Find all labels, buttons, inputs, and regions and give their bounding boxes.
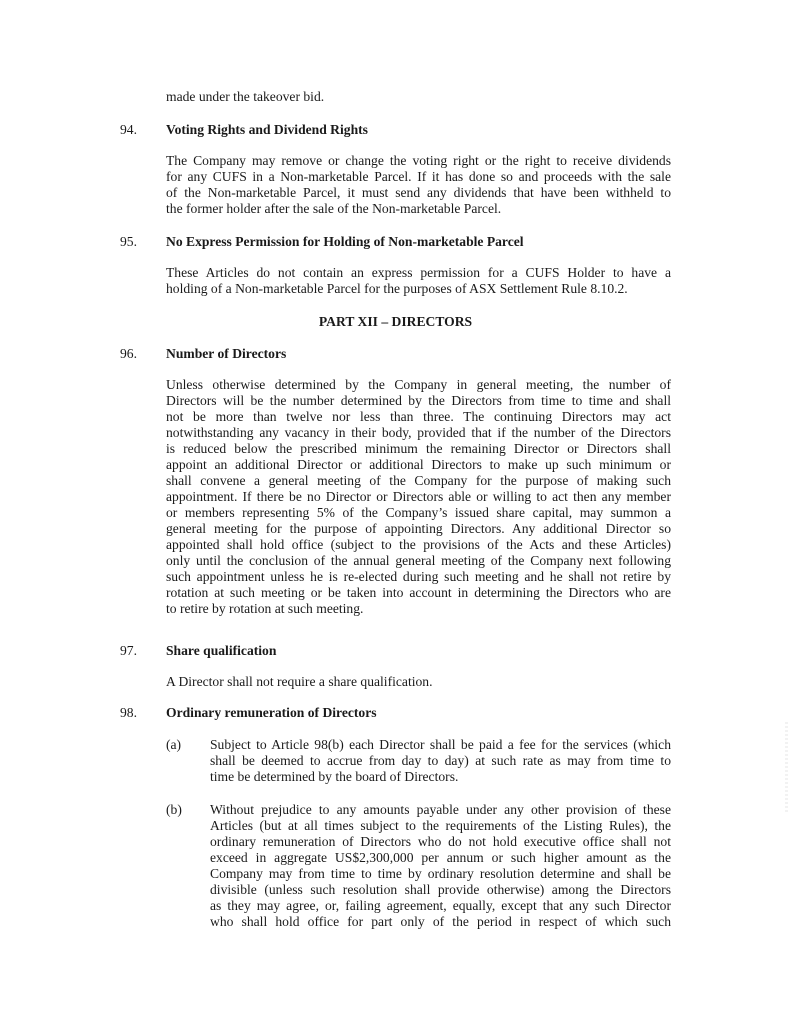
text-line: not be more than twelve nor less than three. The continuing Directors may act (166, 409, 671, 424)
text-line: appointment. If there be no Director or Directors able or willing to act then any member (166, 489, 671, 504)
article-heading: Voting Rights and Dividend Rights (166, 122, 368, 137)
subclause-body (210, 802, 671, 930)
article-body (166, 265, 671, 297)
text-line: shall convene a general meeting of the Company for the purpose of making such (166, 473, 671, 488)
text-line: shall be deemed to accrue from day to day) at such rate as may from time to (210, 753, 671, 768)
text-line: appoint an additional Director or additional Directors to make up such minimum or (166, 457, 671, 472)
text-line: Articles (but at all times subject to the requirements of the Listing Rules), the (210, 818, 671, 833)
article-number: 94. (120, 122, 137, 137)
text-line: Subject to Article 98(b) each Director shall be paid a fee for the services (which (210, 737, 671, 752)
article-heading: Share qualification (166, 643, 277, 658)
text-line: to retire by rotation at such meeting. (166, 601, 364, 616)
text-line: who shall hold office for part only of the period in respect of which such (210, 914, 671, 929)
article-body (166, 377, 671, 617)
subclause-label: (a) (166, 737, 182, 752)
article-number: 96. (120, 346, 137, 361)
text-line: Directors will be the number determined by the Directors from time to time and shall (166, 393, 671, 408)
text-line: is reduced below the prescribed minimum the remaining Director or Directors shall (166, 441, 671, 456)
article-number: 95. (120, 234, 137, 249)
text-line: divisible (unless such resolution shall provide otherwise) among the Directors (210, 882, 671, 897)
text-line: holding of a Non-marketable Parcel for the purposes of ASX Settlement Rule 8.10.2. (166, 281, 628, 296)
text-line: such appointment unless he is re-elected during such meeting and he shall not retire by (166, 569, 671, 584)
text-line: for any CUFS in a Non-marketable Parcel. If it has done so and proceeds with the sale (166, 169, 671, 184)
text-line: of the Non-marketable Parcel, it must send any dividends that have been withheld to (166, 185, 671, 200)
article-body (166, 674, 671, 690)
text-line: Unless otherwise determined by the Company in general meeting, the number of (166, 377, 671, 392)
text-line: These Articles do not contain an express permission for a CUFS Holder to have a (166, 265, 671, 280)
article-heading: No Express Permission for Holding of Non-marketable Parcel (166, 234, 524, 249)
text-line: ordinary remuneration of Directors who do not hold executive office shall not (210, 834, 671, 849)
article-number: 97. (120, 643, 137, 658)
article-heading: Ordinary remuneration of Directors (166, 705, 377, 720)
subclause-body (210, 737, 671, 785)
text-line: Company may from time to time by ordinary resolution determine and shall be (210, 866, 671, 881)
text-line: only until the conclusion of the annual general meeting of the Company next following (166, 553, 671, 568)
article-number: 98. (120, 705, 137, 720)
scan-artifact (785, 722, 788, 812)
text-line: rotation at such meeting or be taken into account in determining the Directors who are (166, 585, 671, 600)
article-heading: Number of Directors (166, 346, 287, 361)
text-line: notwithstanding any vacancy in their body, provided that if the number of the Directors (166, 425, 671, 440)
text-line: A Director shall not require a share qualification. (166, 674, 433, 689)
text-line: The Company may remove or change the voting right or the right to receive dividends (166, 153, 671, 168)
text-line: general meeting for the purpose of appointing Directors. Any additional Director so (166, 521, 671, 536)
continuation-text: made under the takeover bid. (166, 89, 325, 104)
part-heading: PART XII – DIRECTORS (318, 314, 473, 329)
text-line: time be determined by the board of Directors. (210, 769, 459, 784)
text-line: as they may agree, or, failing agreement, equally, except that any such Director (210, 898, 671, 913)
article-body (166, 153, 671, 217)
text-line: or members representing 5% of the Company’s issued share capital, may summon a (166, 505, 671, 520)
text-line: appointed shall hold office (subject to the provisions of the Acts and these Articles) (166, 537, 671, 552)
subclause-label: (b) (166, 802, 182, 817)
text-line: exceed in aggregate US$2,300,000 per annum or such higher amount as the (210, 850, 671, 865)
text-line: Without prejudice to any amounts payable under any other provision of these (210, 802, 671, 817)
text-line: the former holder after the sale of the Non-marketable Parcel. (166, 201, 502, 216)
